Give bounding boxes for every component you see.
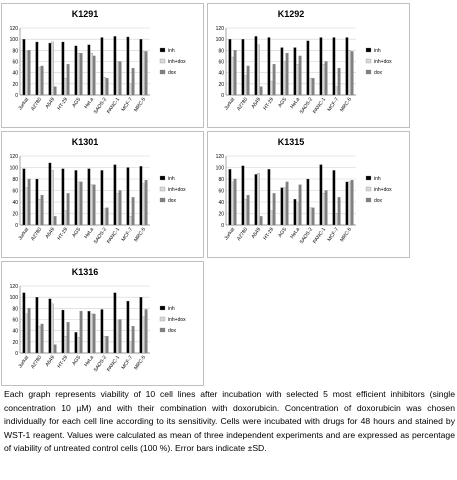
bar-inh-dox-saos-2 xyxy=(103,77,106,95)
legend-swatch-dox xyxy=(160,198,165,202)
bar-dox-hela xyxy=(93,185,96,225)
bar-dox-ags xyxy=(286,53,289,95)
bar-dox-hela xyxy=(93,314,96,353)
x-tick-label: HT-29 xyxy=(262,226,276,242)
y-tick-label: 40 xyxy=(12,200,18,206)
bar-inh-a549 xyxy=(49,163,52,225)
bar-inh-dox-a549 xyxy=(257,45,260,95)
bar-inh-mrc-5 xyxy=(140,39,143,95)
bar-dox-mcf-7 xyxy=(132,326,135,353)
bar-inh-dox-hela xyxy=(296,202,299,225)
bar-inh-dox-panc-1 xyxy=(322,193,325,225)
bar-inh-dox-ht-29 xyxy=(64,336,67,353)
chart-k1301 xyxy=(2,132,205,259)
bar-inh-dox-ht-29 xyxy=(270,81,273,95)
legend-label-inh-dox: inh+dox xyxy=(168,59,186,65)
legend-swatch-inh-dox xyxy=(366,59,371,63)
bar-inh-mcf-7 xyxy=(127,301,130,353)
bar-inh-dox-hela xyxy=(90,53,93,95)
bar-inh-ht-29 xyxy=(62,169,65,225)
y-tick-label: 80 xyxy=(12,48,18,55)
x-tick-label: HeLa xyxy=(289,96,302,110)
y-tick-label: 20 xyxy=(12,211,18,218)
legend-swatch-inh-dox xyxy=(160,59,165,63)
bar-inh-dox-ags xyxy=(283,62,286,96)
bar-inh-dox-a2780 xyxy=(38,199,41,225)
x-tick-label: PANC-1 xyxy=(311,96,328,115)
y-tick-label: 60 xyxy=(218,59,224,66)
bar-inh-dox-jurkat xyxy=(25,188,28,225)
legend-swatch-dox xyxy=(366,70,371,74)
x-tick-label: PANC-1 xyxy=(105,96,122,115)
bar-dox-jurkat xyxy=(234,50,237,95)
bar-dox-ags xyxy=(80,53,83,95)
bar-dox-ht-29 xyxy=(67,64,70,95)
legend-label-dox: dox xyxy=(168,198,177,204)
bar-inh-dox-a549 xyxy=(51,304,54,353)
bar-dox-mrc-5 xyxy=(351,180,354,225)
bar-inh-ags xyxy=(281,48,284,95)
bar-inh-jurkat xyxy=(229,39,232,95)
x-tick-label: PANC-1 xyxy=(311,226,328,245)
chart-panel-k1291 xyxy=(1,3,204,128)
legend-swatch-inh-dox xyxy=(160,187,165,191)
y-tick-label: 20 xyxy=(12,339,18,346)
x-tick-label: MCF-7 xyxy=(120,226,135,243)
bar-dox-panc-1 xyxy=(119,62,122,96)
bar-dox-a2780 xyxy=(41,324,44,353)
y-tick-label: 120 xyxy=(9,154,18,160)
bar-inh-a2780 xyxy=(242,166,245,225)
bar-inh-dox-mrc-5 xyxy=(142,184,145,225)
x-tick-label: HeLa xyxy=(83,96,96,110)
bar-dox-saos-2 xyxy=(312,208,315,225)
bar-inh-mrc-5 xyxy=(346,182,349,225)
x-tick-label: MRC-5 xyxy=(339,226,354,244)
bar-inh-dox-ht-29 xyxy=(270,211,273,225)
y-tick-label: 20 xyxy=(12,81,18,88)
y-tick-label: 120 xyxy=(215,154,224,160)
bar-inh-dox-panc-1 xyxy=(322,64,325,95)
legend-label-inh: inh xyxy=(168,176,175,182)
x-tick-label: HT-29 xyxy=(262,96,276,112)
bar-dox-jurkat xyxy=(234,179,237,225)
y-tick-label: 40 xyxy=(218,70,224,77)
x-tick-label: SAOS-2 xyxy=(92,226,109,246)
bar-inh-ht-29 xyxy=(268,37,271,95)
chart-panel-k1315 xyxy=(207,131,410,258)
bar-inh-dox-mcf-7 xyxy=(129,84,132,95)
x-tick-label: HeLa xyxy=(289,226,302,240)
legend-label-inh: inh xyxy=(374,176,381,182)
chart-title: K1291 xyxy=(71,9,99,19)
bar-inh-dox-a549 xyxy=(51,42,54,95)
bar-dox-mcf-7 xyxy=(132,197,135,225)
y-tick-label: 100 xyxy=(9,165,18,172)
chart-title: K1301 xyxy=(71,137,99,147)
legend-swatch-dox xyxy=(160,70,165,74)
y-tick-label: 60 xyxy=(12,59,18,66)
bar-dox-a2780 xyxy=(41,66,44,95)
chart-k1316 xyxy=(2,262,205,387)
bar-dox-saos-2 xyxy=(106,336,109,353)
bar-dox-panc-1 xyxy=(325,191,328,226)
bar-dox-saos-2 xyxy=(312,78,315,95)
y-tick-label: 0 xyxy=(15,351,18,357)
x-tick-label: A2780 xyxy=(29,226,44,242)
x-tick-label: A2780 xyxy=(29,96,44,112)
legend-swatch-inh xyxy=(366,48,371,52)
legend-label-inh-dox: inh+dox xyxy=(168,187,186,193)
x-tick-label: HT-29 xyxy=(56,354,70,370)
bar-dox-mrc-5 xyxy=(145,51,148,95)
bar-dox-hela xyxy=(93,56,96,95)
bar-inh-ht-29 xyxy=(268,169,271,225)
chart-panel-k1292 xyxy=(207,3,410,128)
y-tick-label: 120 xyxy=(9,284,18,290)
bar-dox-a549 xyxy=(54,345,57,353)
bar-inh-dox-ht-29 xyxy=(64,211,67,225)
legend-label-inh: inh xyxy=(168,306,175,312)
x-tick-label: AGS xyxy=(71,96,83,109)
legend-label-dox: dox xyxy=(374,70,383,76)
bar-inh-hela xyxy=(88,169,91,225)
y-tick-label: 120 xyxy=(215,26,224,32)
legend-swatch-inh-dox xyxy=(160,317,165,321)
x-tick-label: Jurkat xyxy=(17,354,31,370)
chart-title: K1316 xyxy=(71,267,99,277)
x-tick-label: HT-29 xyxy=(56,226,70,242)
bar-inh-dox-saos-2 xyxy=(103,336,106,353)
bar-inh-dox-ags xyxy=(77,182,80,225)
x-tick-label: HT-29 xyxy=(56,96,70,112)
bar-inh-ht-29 xyxy=(62,42,65,95)
bar-inh-panc-1 xyxy=(114,165,117,225)
bar-inh-panc-1 xyxy=(114,36,117,95)
y-tick-label: 100 xyxy=(9,295,18,302)
bar-dox-mrc-5 xyxy=(145,180,148,225)
bar-inh-saos-2 xyxy=(307,41,310,95)
bar-dox-hela xyxy=(299,185,302,225)
bar-dox-mcf-7 xyxy=(338,197,341,225)
y-tick-label: 40 xyxy=(12,328,18,335)
bar-inh-jurkat xyxy=(23,39,26,95)
x-tick-label: MRC-5 xyxy=(133,354,148,372)
bar-inh-dox-mrc-5 xyxy=(348,182,351,225)
chart-panel-k1301 xyxy=(1,131,204,258)
legend-swatch-inh xyxy=(160,176,165,180)
bar-inh-hela xyxy=(294,48,297,95)
bar-inh-dox-ags xyxy=(77,53,80,95)
bar-inh-jurkat xyxy=(23,293,26,353)
bar-inh-dox-jurkat xyxy=(231,182,234,225)
bar-dox-ht-29 xyxy=(67,193,70,225)
bar-inh-saos-2 xyxy=(101,309,104,353)
legend-swatch-inh xyxy=(160,48,165,52)
x-tick-label: PANC-1 xyxy=(105,354,122,373)
chart-panel-k1316 xyxy=(1,261,204,386)
bar-inh-dox-hela xyxy=(90,314,93,353)
bar-inh-a2780 xyxy=(242,39,245,95)
bar-inh-dox-a2780 xyxy=(38,67,41,95)
bar-dox-a2780 xyxy=(41,195,44,225)
bar-inh-dox-mrc-5 xyxy=(348,50,351,95)
y-tick-label: 0 xyxy=(15,93,18,99)
x-tick-label: A2780 xyxy=(29,354,44,370)
legend-swatch-dox xyxy=(366,198,371,202)
bar-inh-dox-mrc-5 xyxy=(142,51,145,95)
legend-label-inh: inh xyxy=(168,48,175,54)
x-tick-label: MRC-5 xyxy=(133,96,148,114)
bar-dox-ags xyxy=(286,182,289,225)
bar-inh-saos-2 xyxy=(101,170,104,225)
x-tick-label: PANC-1 xyxy=(105,226,122,245)
x-tick-label: HeLa xyxy=(83,354,96,368)
bar-inh-mcf-7 xyxy=(127,37,130,95)
bar-inh-jurkat xyxy=(229,169,232,225)
bar-inh-dox-mcf-7 xyxy=(335,214,338,226)
bar-inh-ags xyxy=(75,46,78,95)
bar-inh-dox-ht-29 xyxy=(64,78,67,95)
legend-label-dox: dox xyxy=(168,328,177,334)
x-tick-label: SAOS-2 xyxy=(92,354,109,374)
y-tick-label: 60 xyxy=(12,188,18,195)
x-tick-label: MCF-7 xyxy=(326,226,341,243)
x-tick-label: MRC-5 xyxy=(339,96,354,114)
bar-dox-jurkat xyxy=(28,308,31,353)
bar-dox-saos-2 xyxy=(106,208,109,225)
x-tick-label: A2780 xyxy=(235,226,250,242)
bar-inh-a2780 xyxy=(36,179,39,225)
legend-swatch-inh-dox xyxy=(366,187,371,191)
x-tick-label: AGS xyxy=(277,96,289,109)
y-tick-label: 80 xyxy=(12,306,18,313)
y-tick-label: 80 xyxy=(218,48,224,55)
bar-dox-a549 xyxy=(54,87,57,95)
x-tick-label: Jurkat xyxy=(17,96,31,112)
bar-inh-a549 xyxy=(255,174,258,225)
bar-inh-a2780 xyxy=(36,297,39,353)
bar-inh-mcf-7 xyxy=(127,168,130,226)
bar-inh-a2780 xyxy=(36,42,39,95)
bar-inh-ht-29 xyxy=(62,310,65,353)
x-tick-label: MCF-7 xyxy=(120,354,135,371)
bar-dox-mcf-7 xyxy=(338,68,341,95)
bar-dox-panc-1 xyxy=(325,62,328,96)
x-tick-label: Jurkat xyxy=(223,226,237,242)
bar-inh-dox-panc-1 xyxy=(116,321,119,353)
y-tick-label: 100 xyxy=(215,165,224,172)
y-tick-label: 0 xyxy=(221,223,224,229)
chart-k1291 xyxy=(2,4,205,129)
bar-inh-dox-saos-2 xyxy=(309,78,312,95)
bar-inh-dox-hela xyxy=(90,185,93,225)
bar-inh-dox-mrc-5 xyxy=(142,317,145,353)
x-tick-label: SAOS-2 xyxy=(298,226,315,246)
bar-inh-dox-jurkat xyxy=(25,51,28,95)
bar-dox-a549 xyxy=(260,87,263,95)
bar-dox-ags xyxy=(80,311,83,353)
x-tick-label: MCF-7 xyxy=(120,96,135,113)
bar-inh-a549 xyxy=(49,43,52,95)
x-tick-label: SAOS-2 xyxy=(92,96,109,116)
bar-dox-a2780 xyxy=(247,66,250,95)
y-tick-label: 20 xyxy=(218,211,224,218)
bar-dox-ht-29 xyxy=(67,322,70,353)
bar-dox-jurkat xyxy=(28,179,31,225)
bar-inh-panc-1 xyxy=(114,293,117,353)
bar-inh-dox-saos-2 xyxy=(103,209,106,225)
bar-dox-a549 xyxy=(54,216,57,225)
bar-inh-mcf-7 xyxy=(333,170,336,225)
x-tick-label: SAOS-2 xyxy=(298,96,315,116)
bar-inh-a549 xyxy=(255,36,258,95)
legend-label-inh: inh xyxy=(374,48,381,54)
bar-dox-saos-2 xyxy=(106,78,109,95)
x-tick-label: HeLa xyxy=(83,226,96,240)
y-tick-label: 0 xyxy=(15,223,18,229)
x-tick-label: Jurkat xyxy=(17,226,31,242)
y-tick-label: 120 xyxy=(9,26,18,32)
y-tick-label: 60 xyxy=(12,317,18,324)
x-tick-label: MRC-5 xyxy=(133,226,148,244)
bar-inh-dox-a2780 xyxy=(38,326,41,353)
chart-title: K1292 xyxy=(277,9,305,19)
legend-label-inh-dox: inh+dox xyxy=(374,59,392,65)
y-tick-label: 20 xyxy=(218,81,224,88)
x-tick-label: AGS xyxy=(277,226,289,239)
y-tick-label: 100 xyxy=(215,37,224,44)
bar-inh-dox-a2780 xyxy=(244,75,247,95)
bar-inh-panc-1 xyxy=(320,37,323,95)
y-tick-label: 40 xyxy=(12,70,18,77)
bar-inh-dox-jurkat xyxy=(25,314,28,353)
y-tick-label: 80 xyxy=(12,177,18,183)
bar-inh-a549 xyxy=(49,299,52,353)
bar-inh-panc-1 xyxy=(320,165,323,225)
bar-inh-dox-panc-1 xyxy=(116,193,119,225)
legend-label-inh-dox: inh+dox xyxy=(168,317,186,323)
bar-dox-ht-29 xyxy=(273,193,276,225)
bar-inh-jurkat xyxy=(23,169,26,225)
bar-inh-dox-mcf-7 xyxy=(129,342,132,353)
bar-inh-mrc-5 xyxy=(140,297,143,353)
x-tick-label: AGS xyxy=(71,354,83,367)
x-tick-label: AGS xyxy=(71,226,83,239)
bar-dox-panc-1 xyxy=(119,320,122,354)
bar-dox-mrc-5 xyxy=(145,309,148,353)
legend-swatch-inh xyxy=(366,176,371,180)
x-tick-label: Jurkat xyxy=(223,96,237,112)
bar-inh-dox-a2780 xyxy=(244,199,247,225)
bar-dox-mcf-7 xyxy=(132,68,135,95)
x-tick-label: A549 xyxy=(44,226,57,240)
bar-dox-a2780 xyxy=(247,195,250,225)
legend-label-dox: dox xyxy=(374,198,383,204)
chart-title: K1315 xyxy=(277,137,305,147)
bar-inh-dox-hela xyxy=(296,64,299,95)
legend-label-dox: dox xyxy=(168,70,177,76)
bar-inh-ags xyxy=(281,188,284,225)
bar-dox-panc-1 xyxy=(119,191,122,226)
bar-inh-ags xyxy=(75,170,78,225)
chart-k1292 xyxy=(208,4,411,129)
y-tick-label: 40 xyxy=(218,200,224,206)
bar-inh-dox-mcf-7 xyxy=(129,216,132,225)
bar-inh-dox-ags xyxy=(77,337,80,353)
legend-swatch-inh xyxy=(160,306,165,310)
bar-dox-ht-29 xyxy=(273,64,276,95)
bar-inh-mcf-7 xyxy=(333,37,336,95)
bar-dox-ags xyxy=(80,182,83,225)
bar-inh-dox-a549 xyxy=(257,173,260,225)
bar-inh-mrc-5 xyxy=(140,166,143,225)
bar-dox-mrc-5 xyxy=(351,51,354,95)
figure-caption: Each graph represents viability of 10 cell lines after incubation with selected 5 most efficient inhibitors (single concentration 10 µM) and with their combination with doxorubicin. Concentration of doxorubicin was chosen individually for each cell line according to its sensitivity. Cells were incubated with drugs for 48 hours and stained by WST-1 reagent. Values were calculated as mean of three independent experiments and are expressed as percentage of viability of untreated control cells (100 %). Error bars indicate ±SD. xyxy=(4,389,455,454)
bar-dox-a549 xyxy=(260,216,263,225)
bar-inh-mrc-5 xyxy=(346,37,349,95)
bar-inh-dox-ags xyxy=(283,188,286,225)
bar-inh-hela xyxy=(88,311,91,353)
x-tick-label: MCF-7 xyxy=(326,96,341,113)
bar-inh-hela xyxy=(294,199,297,225)
bar-inh-hela xyxy=(88,45,91,95)
bar-inh-dox-mcf-7 xyxy=(335,87,338,95)
bar-inh-dox-panc-1 xyxy=(116,62,119,96)
bar-dox-jurkat xyxy=(28,50,31,95)
bar-inh-saos-2 xyxy=(101,37,104,95)
legend-swatch-dox xyxy=(160,328,165,332)
y-tick-label: 100 xyxy=(9,37,18,44)
bar-dox-hela xyxy=(299,56,302,95)
x-tick-label: A549 xyxy=(250,226,263,240)
y-tick-label: 60 xyxy=(218,188,224,195)
chart-k1315 xyxy=(208,132,411,259)
x-tick-label: A549 xyxy=(44,96,57,110)
bar-inh-dox-a549 xyxy=(51,170,54,225)
y-tick-label: 80 xyxy=(218,177,224,183)
x-tick-label: A549 xyxy=(250,96,263,110)
bar-inh-ags xyxy=(75,332,78,353)
x-tick-label: A549 xyxy=(44,354,57,368)
x-tick-label: A2780 xyxy=(235,96,250,112)
legend-label-inh-dox: inh+dox xyxy=(374,187,392,193)
bar-inh-dox-jurkat xyxy=(231,57,234,95)
bar-inh-dox-saos-2 xyxy=(309,208,312,225)
bar-inh-saos-2 xyxy=(307,179,310,225)
y-tick-label: 0 xyxy=(221,93,224,99)
